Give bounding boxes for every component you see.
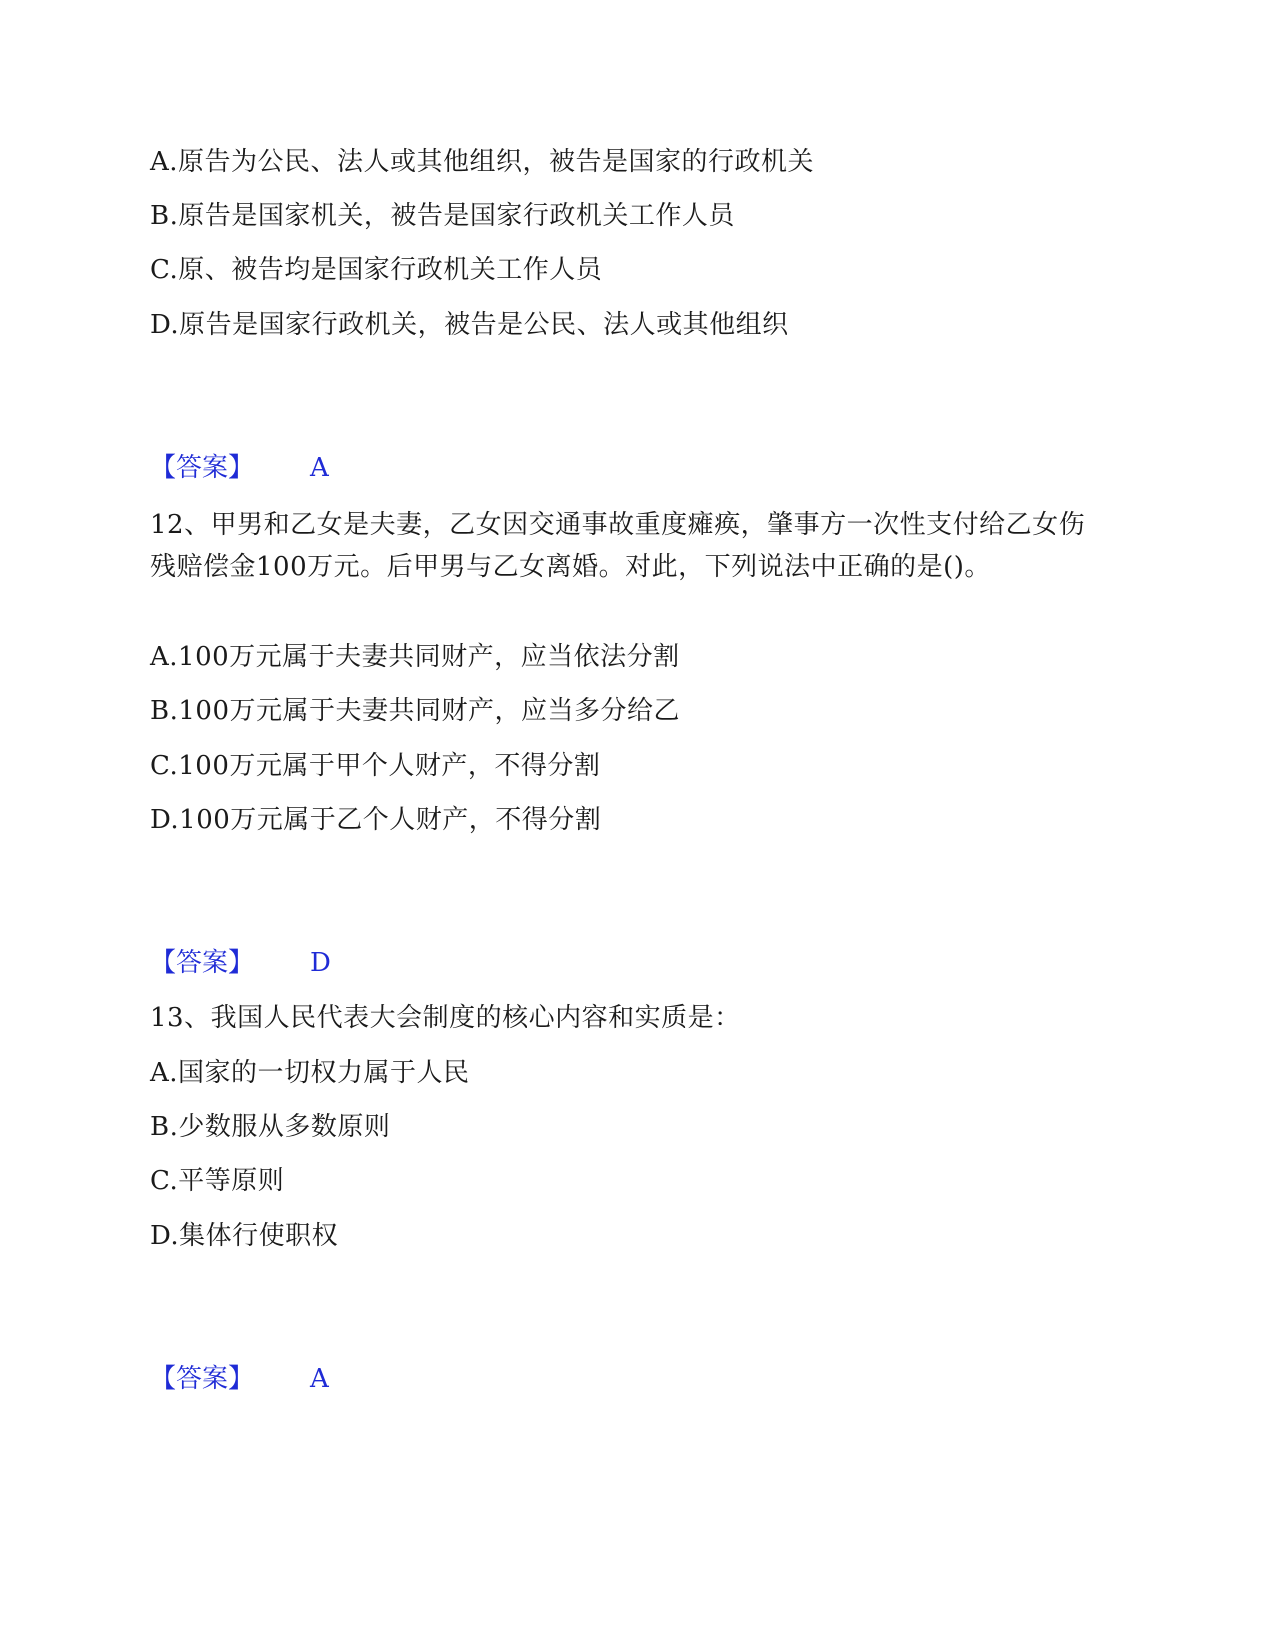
q12-option-d: D.100万元属于乙个人财产，不得分割 (150, 805, 602, 835)
q11-answer (150, 451, 550, 485)
q11-option-b: B.原告是国家机关，被告是国家行政机关工作人员 (150, 201, 735, 231)
q13-option-b: B.少数服从多数原则 (150, 1112, 391, 1142)
q13-answer (150, 1362, 550, 1396)
q12-answer (150, 946, 550, 980)
answer-label: 【答案】 (150, 1364, 255, 1394)
q12-option-a: A.100万元属于夫妻共同财产，应当依法分割 (150, 642, 680, 672)
q11-option-a: A.原告为公民、法人或其他组织，被告是国家的行政机关 (150, 147, 815, 177)
q12-option-c: C.100万元属于甲个人财产，不得分割 (150, 751, 601, 781)
answer-value: D (310, 948, 331, 978)
answer-value: A (310, 1364, 329, 1394)
answer-label: 【答案】 (150, 453, 255, 483)
answer-label: 【答案】 (150, 948, 255, 978)
q12-option-b: B.100万元属于夫妻共同财产，应当多分给乙 (150, 696, 680, 726)
q12-question: 12、甲男和乙女是夫妻，乙女因交通事故重度瘫痪，肇事方一次性支付给乙女伤残赔偿金100万元。后甲男与乙女离婚。对此，下列说法中正确的是()。 (150, 510, 1086, 582)
q11-option-d: D.原告是国家行政机关，被告是公民、法人或其他组织 (150, 310, 789, 340)
q13-option-d: D.集体行使职权 (150, 1221, 339, 1251)
answer-value: A (310, 453, 329, 483)
q13-option-c: C.平等原则 (150, 1166, 285, 1196)
q13-question: 13、我国人民代表大会制度的核心内容和实质是： (150, 1003, 741, 1033)
q13-option-a: A.国家的一切权力属于人民 (150, 1058, 470, 1088)
q11-option-c: C.原、被告均是国家行政机关工作人员 (150, 255, 603, 285)
